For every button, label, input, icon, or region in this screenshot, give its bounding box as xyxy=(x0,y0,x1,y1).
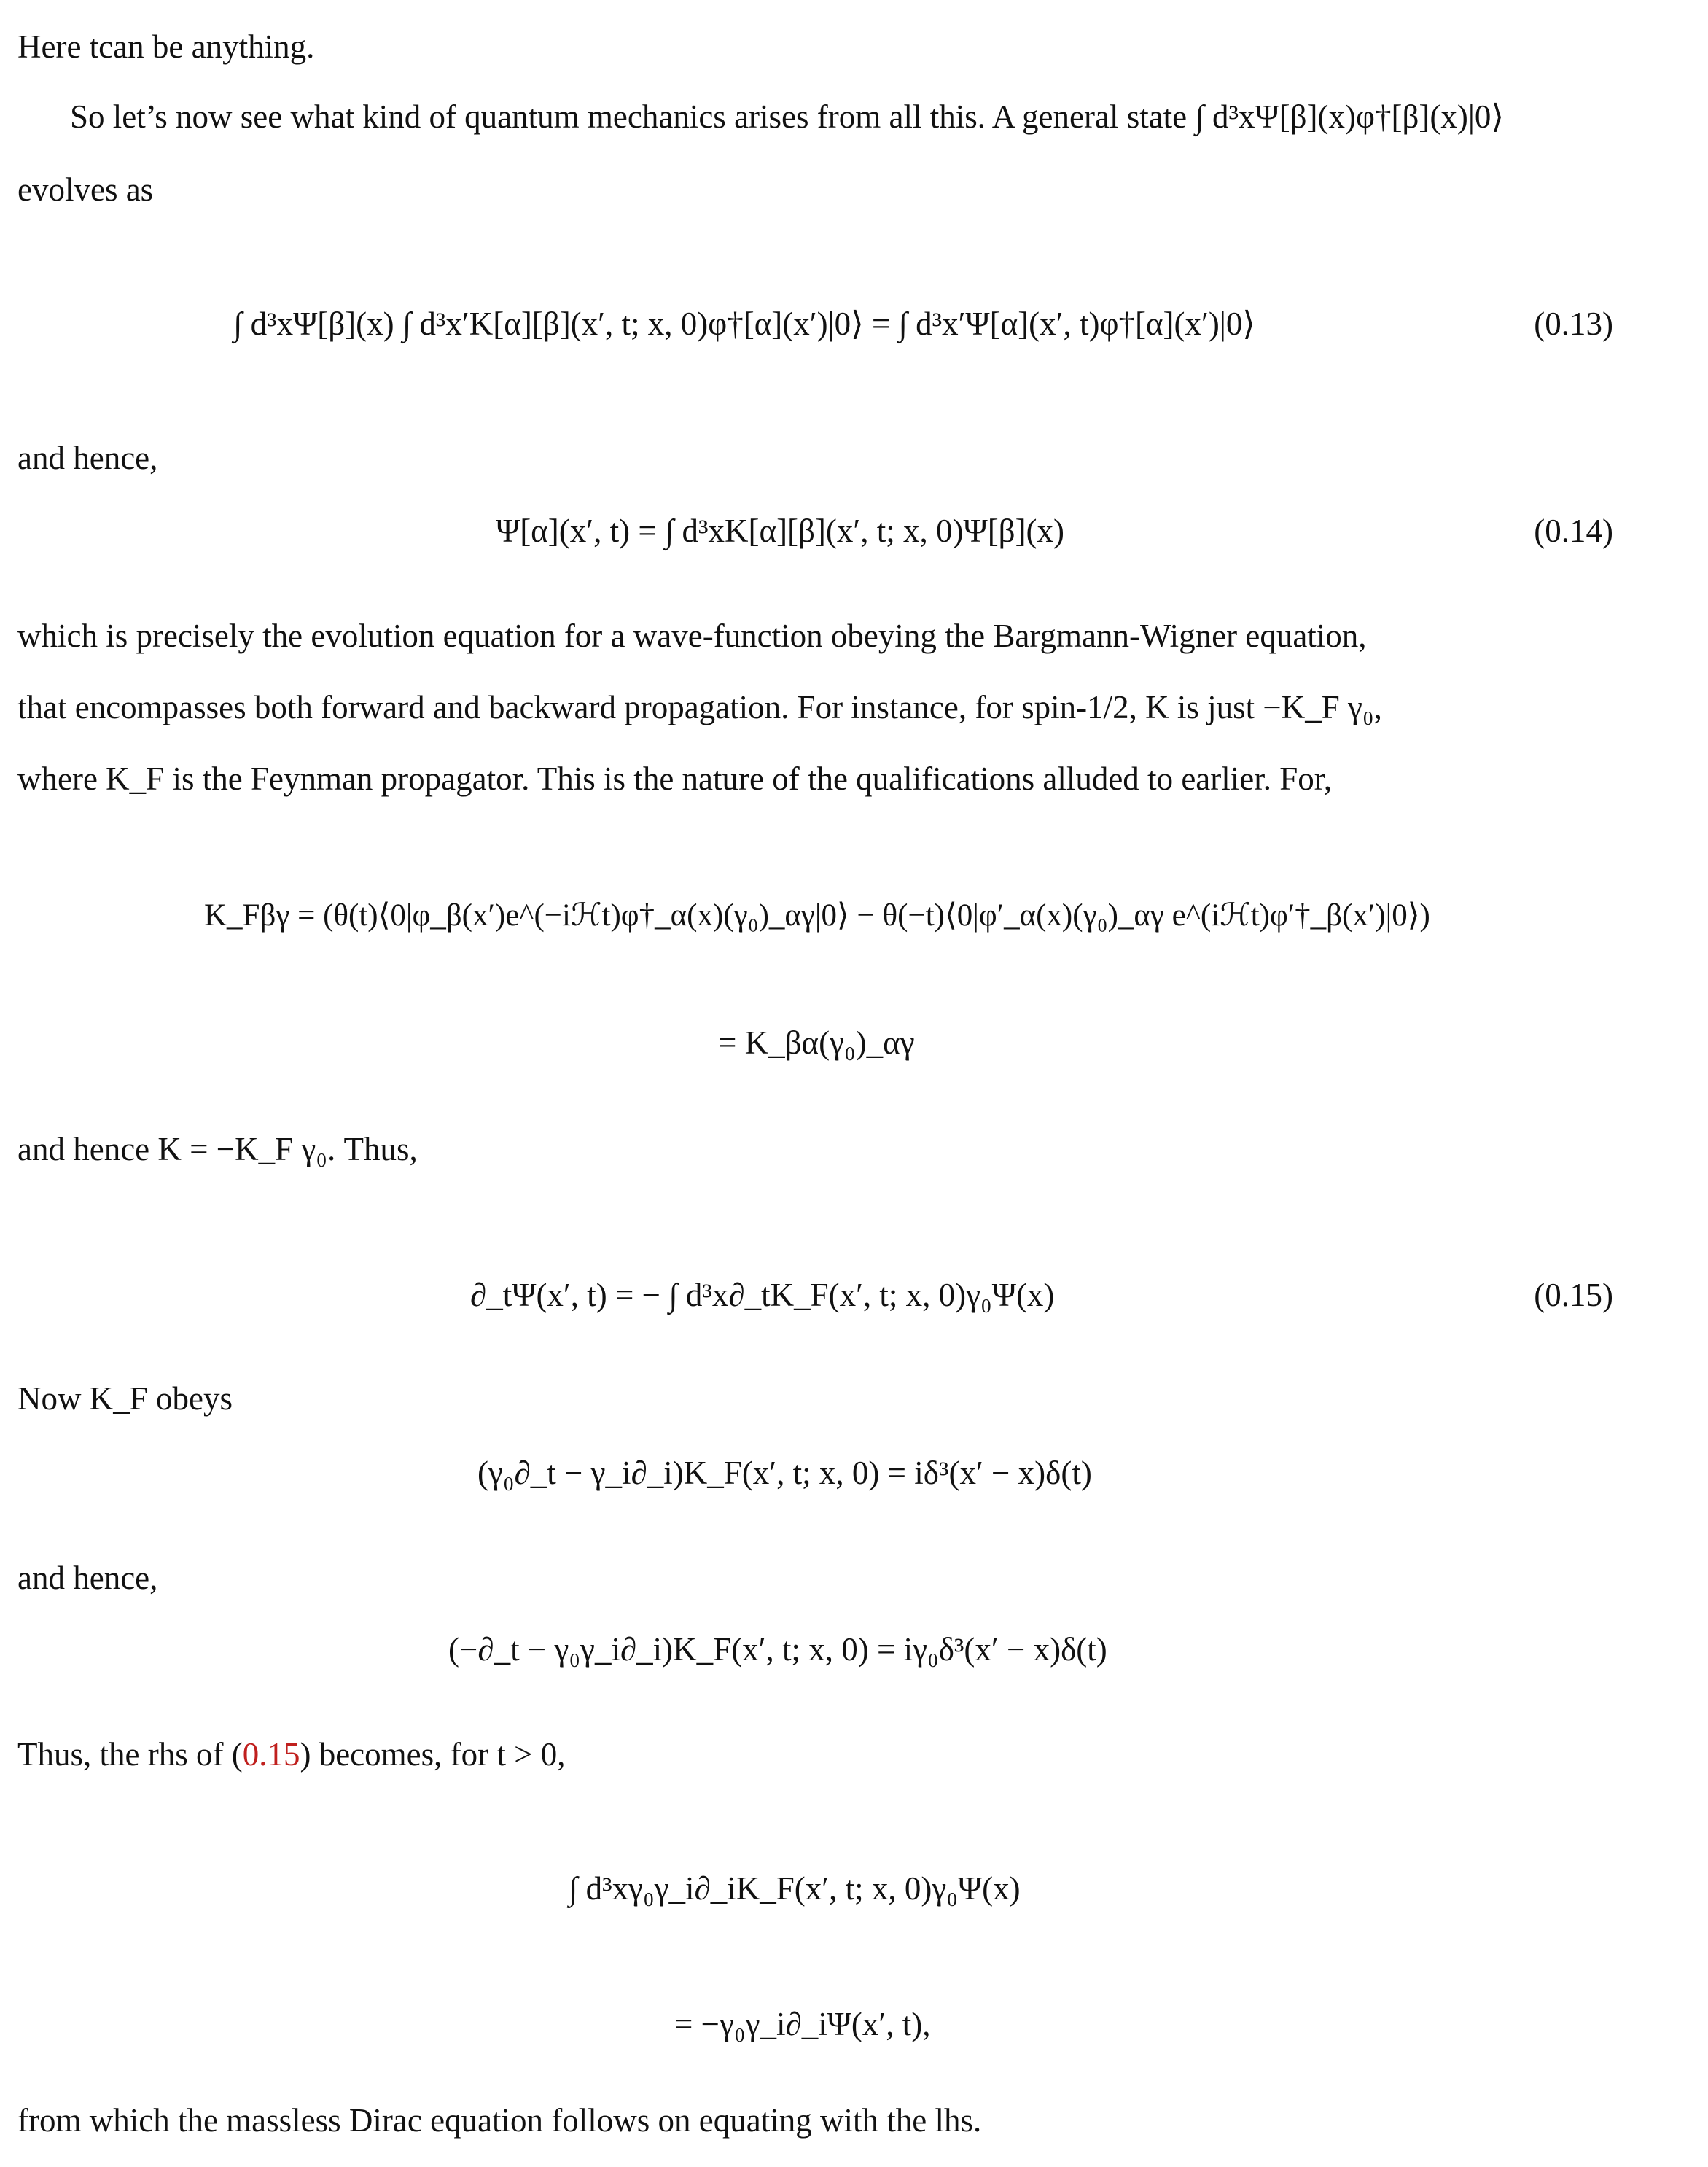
paragraph-rhs-post: ) becomes, for t > 0, xyxy=(300,1736,566,1773)
equation-number-0-13: (0.13) xyxy=(1534,306,1613,342)
paragraph-and-hence-k: and hence K = −K_F γ₀. Thus, xyxy=(17,1131,418,1167)
paragraph-rhs xyxy=(17,1732,1708,1776)
paragraph-general-state: So let’s now see what kind of quantum mechanics arises from all this. A general state ∫ d³xΨ[β](x)φ†[β](x)|0⟩ xyxy=(70,98,1504,135)
equation-number-0-14: (0.14) xyxy=(1534,513,1613,549)
paragraph-conclusion: from which the massless Dirac equation follows on equating with the lhs. xyxy=(17,2102,982,2139)
paragraph-intro: Here tcan be anything. xyxy=(17,28,315,65)
paragraph-bargmann-2: that encompasses both forward and backward propagation. For instance, for spin-1/2, K is just −K_F γ₀, xyxy=(17,689,1382,725)
equation-feynman-definition: K_Fβγ = (θ(t)⟨0|φ_β(x′)e^(−iℋt)φ†_α(x)(γ₀)_αγ|0⟩ − θ(−t)⟨0|φ′_α(x)(γ₀)_αγ e^(iℋt)φ′†_β(x′)|0⟩) xyxy=(204,898,1430,933)
paragraph-kf-obeys: Now K_F obeys xyxy=(17,1380,233,1417)
equation-0-14: Ψ[α](x′, t) = ∫ d³xK[α][β](x′, t; x, 0)Ψ[β](x) xyxy=(496,513,1065,549)
paragraph-rhs-pre: Thus, the rhs of ( xyxy=(17,1736,243,1773)
equation-0-15: ∂_tΨ(x′, t) = − ∫ d³x∂_tK_F(x′, t; x, 0)γ₀Ψ(x) xyxy=(470,1277,1055,1313)
paragraph-evolves: evolves as xyxy=(17,171,154,208)
equation-kf-obeys: (γ₀∂_t − γ_i∂_i)K_F(x′, t; x, 0) = iδ³(x′ − x)δ(t) xyxy=(477,1455,1092,1491)
equation-number-0-15: (0.15) xyxy=(1534,1277,1613,1313)
paragraph-bargmann-1: which is precisely the evolution equation for a wave-function obeying the Bargmann-Wigner equation, xyxy=(17,618,1367,654)
equation-rhs-result: = −γ₀γ_i∂_iΨ(x′, t), xyxy=(674,2006,931,2042)
equation-reference-link[interactable]: 0.15 xyxy=(242,1736,300,1773)
paragraph-and-hence-1: and hence, xyxy=(17,440,158,476)
paragraph-bargmann-3: where K_F is the Feynman propagator. This is the nature of the qualifications alluded to earlier. For, xyxy=(17,760,1333,797)
equation-feynman-result: = K_βα(γ₀)_αγ xyxy=(718,1024,915,1061)
equation-kf-hence: (−∂_t − γ₀γ_i∂_i)K_F(x′, t; x, 0) = iγ₀δ³(x′ − x)δ(t) xyxy=(448,1631,1107,1668)
equation-0-13: ∫ d³xΨ[β](x) ∫ d³x′K[α][β](x′, t; x, 0)φ†[α](x′)|0⟩ = ∫ d³x′Ψ[α](x′, t)φ†[α](x′)|0⟩ xyxy=(233,306,1255,342)
equation-rhs-integral: ∫ d³xγ₀γ_i∂_iK_F(x′, t; x, 0)γ₀Ψ(x) xyxy=(569,1870,1021,1907)
paragraph-and-hence-2: and hence, xyxy=(17,1560,158,1596)
